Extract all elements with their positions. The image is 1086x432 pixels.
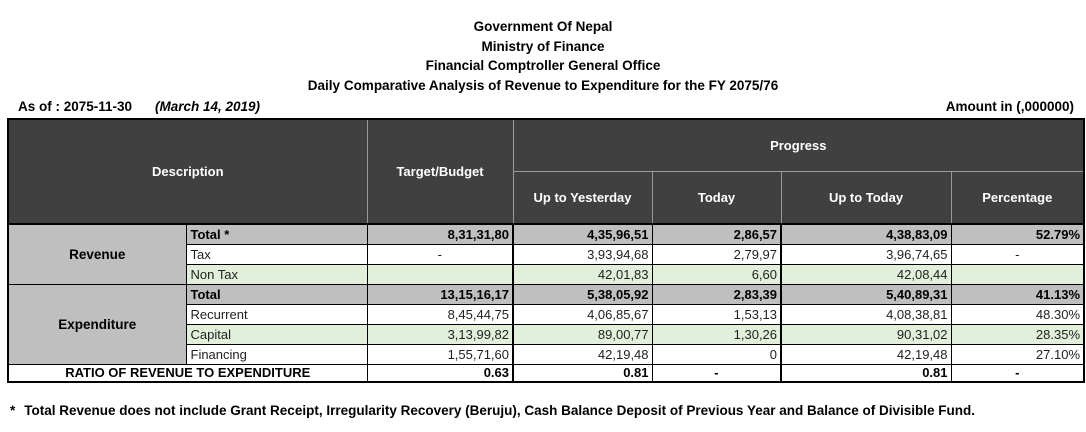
ministry-name: Ministry of Finance — [481, 38, 605, 54]
col-header-progress: Progress — [513, 119, 1084, 171]
cell-up-to-today: 0.81 — [781, 364, 951, 382]
cell-up-to-today: 3,96,74,65 — [781, 244, 951, 264]
cell-percentage: 48.30% — [951, 304, 1084, 324]
cell-target: 3,13,99,82 — [367, 324, 513, 344]
cell-today: 1,53,13 — [652, 304, 781, 324]
cell-row-name: Recurrent — [186, 304, 367, 324]
cell-percentage: - — [951, 244, 1084, 264]
cell-today: - — [652, 364, 781, 382]
cell-percentage: 27.10% — [951, 344, 1084, 364]
footnote-marker: * — [10, 403, 16, 418]
cell-up-to-today: 42,08,44 — [781, 264, 951, 284]
cell-today: 2,86,57 — [652, 224, 781, 244]
cell-today: 2,83,39 — [652, 284, 781, 304]
cell-today: 2,79,97 — [652, 244, 781, 264]
report-name: Daily Comparative Analysis of Revenue to Expenditure for the FY 2075/76 — [307, 77, 779, 93]
col-header-target-budget: Target/Budget — [367, 119, 513, 224]
cell-up-to-today: 42,19,48 — [781, 344, 951, 364]
cell-target: 8,31,31,80 — [367, 224, 513, 244]
cell-target: - — [367, 244, 513, 264]
col-header-percentage: Percentage — [951, 171, 1084, 224]
cell-target: 8,45,44,75 — [367, 304, 513, 324]
cell-target: 1,55,71,60 — [367, 344, 513, 364]
row-ratio — [8, 364, 1084, 382]
cell-percentage — [951, 264, 1084, 284]
office-name: Financial Comptroller General Office — [425, 58, 661, 73]
revenue-expenditure-table — [7, 118, 1085, 383]
cell-target: 0.63 — [367, 364, 513, 382]
cell-today: 0 — [652, 344, 781, 364]
cell-percentage: 41.13% — [951, 284, 1084, 304]
cell-up-to-today: 4,08,38,81 — [781, 304, 951, 324]
row-revenue-total — [8, 224, 1084, 244]
cell-row-name: Financing — [186, 344, 367, 364]
cell-up-to-today: 4,38,83,09 — [781, 224, 951, 244]
cell-percentage: 52.79% — [951, 224, 1084, 244]
cell-row-name: Capital — [186, 324, 367, 344]
footnote — [10, 403, 975, 418]
cell-up-to-yesterday: 89,00,77 — [513, 324, 652, 344]
col-header-today: Today — [652, 171, 781, 224]
cell-percentage: - — [951, 364, 1084, 382]
group-label-expenditure: Expenditure — [8, 284, 186, 364]
cell-up-to-yesterday: 3,93,94,68 — [513, 244, 652, 264]
cell-up-to-today: 5,40,89,31 — [781, 284, 951, 304]
cell-target: 13,15,16,17 — [367, 284, 513, 304]
cell-up-to-yesterday: 42,19,48 — [513, 344, 652, 364]
as-of-date-gregorian: (March 14, 2019) — [155, 99, 261, 114]
cell-up-to-yesterday: 4,35,96,51 — [513, 224, 652, 244]
cell-row-name: Tax — [186, 244, 367, 264]
amount-unit-label: Amount in (,000000) — [945, 99, 1074, 114]
cell-up-to-yesterday: 0.81 — [513, 364, 652, 382]
col-header-up-to-yesterday: Up to Yesterday — [513, 171, 652, 224]
cell-target — [367, 264, 513, 284]
as-of-date: As of : 2075-11-30 — [18, 99, 133, 114]
cell-up-to-yesterday: 4,06,85,67 — [513, 304, 652, 324]
group-label-revenue: Revenue — [8, 224, 186, 284]
cell-up-to-today: 90,31,02 — [781, 324, 951, 344]
cell-up-to-yesterday: 5,38,05,92 — [513, 284, 652, 304]
cell-row-name: Non Tax — [186, 264, 367, 284]
col-header-up-to-today: Up to Today — [781, 171, 951, 224]
ratio-label: RATIO OF REVENUE TO EXPENDITURE — [8, 364, 367, 382]
cell-row-name: Total * — [186, 224, 367, 244]
footnote-text: Total Revenue does not include Grant Receipt, Irregularity Recovery (Beruju), Cash Balance Deposit of Previous Year and Balance of Divisible Fund. — [24, 403, 976, 418]
meta-row — [0, 99, 1086, 118]
org-name: Government Of Nepal — [473, 19, 613, 34]
cell-up-to-yesterday: 42,01,83 — [513, 264, 652, 284]
col-header-description: Description — [8, 119, 367, 224]
cell-today: 6,60 — [652, 264, 781, 284]
row-expenditure-total — [8, 284, 1084, 304]
cell-percentage: 28.35% — [951, 324, 1084, 344]
cell-row-name: Total — [186, 284, 367, 304]
cell-today: 1,30,26 — [652, 324, 781, 344]
report-title-block — [0, 17, 1086, 95]
